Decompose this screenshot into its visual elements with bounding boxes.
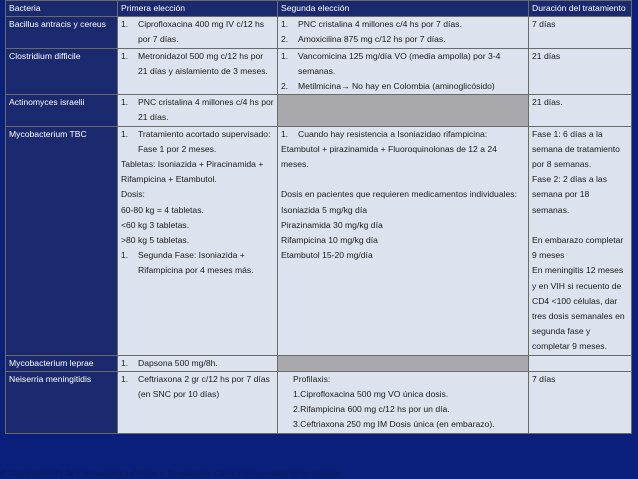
bacteria-cell: Clostridium difficile	[6, 48, 118, 95]
text-line: Isoniazida 5 mg/kg día	[281, 204, 367, 215]
list-item	[121, 127, 274, 157]
primera-cell	[118, 355, 278, 371]
header-row	[6, 1, 632, 17]
list-item	[121, 356, 274, 371]
list-text: Tratamiento acortado supervisado: Fase 1 por 2 meses.	[138, 128, 271, 154]
list-number: 1.	[121, 373, 129, 384]
segunda-cell	[278, 371, 529, 433]
list-item	[121, 372, 274, 402]
list-item	[121, 17, 274, 47]
list-text: Metilmicina→ No hay en Colombia (aminoglicósido)	[298, 81, 495, 92]
text-line: 1.Ciprofloxacina 500 mg VO única dosis.	[293, 389, 449, 400]
list-text: PNC cristalina 4 millones c/4 hs por 21 días.	[138, 97, 274, 123]
duracion-cell	[529, 17, 632, 48]
bacteria-cell: Mycobacterium leprae	[6, 355, 118, 371]
duracion-cell	[529, 126, 632, 355]
duracion-cell	[529, 95, 632, 126]
list-number: 1.	[121, 19, 129, 30]
duracion-cell	[529, 48, 632, 95]
list-item	[281, 17, 525, 32]
list-item	[121, 95, 274, 125]
list-item	[281, 49, 525, 79]
list-number: 1.	[281, 128, 289, 139]
table-row	[6, 95, 632, 126]
list-item	[121, 49, 274, 79]
list-item	[281, 32, 525, 47]
table-row	[6, 355, 632, 371]
primera-cell	[118, 95, 278, 126]
list-number: 1.	[121, 250, 129, 261]
list-text: Amoxicilina 875 mg c/12 hs por 7 días.	[298, 34, 446, 45]
text-line: Tabletas: Isoniazida + Piracinamida + Rifampicina + Etambutol.	[121, 159, 264, 185]
segunda-cell	[278, 126, 529, 355]
header-duracion: Duración del tratamiento	[529, 1, 632, 17]
list-number: 2.	[281, 81, 289, 92]
primera-cell	[118, 126, 278, 355]
list-number: 2.	[281, 34, 289, 45]
text-line: En embarazo completar 9 meses	[532, 235, 624, 261]
list-text: PNC cristalina 4 millones c/4 hs por 7 días.	[298, 19, 462, 30]
text-line: Profilaxis:	[293, 373, 331, 384]
primera-cell	[118, 371, 278, 433]
table-row	[6, 48, 632, 95]
list-text: Ceftriaxona 2 gr c/12 hs por 7 días (en SNC por 10 días)	[138, 373, 270, 400]
list-text: Cuando hay resistencia a Isoniazidao rifampicina:	[298, 128, 488, 139]
text-line: 21 días	[532, 50, 561, 61]
antibiotic-table	[5, 0, 632, 434]
list-item	[281, 127, 525, 142]
text-line: >80 kg 5 tabletas.	[121, 235, 190, 246]
list-text: Metronidazol 500 mg c/12 hs por 21 días y aislamiento de 3 meses.	[138, 50, 268, 76]
list-item	[281, 79, 525, 94]
text-line: En meningitis 12 meses y en VIH si recuento de CD4 <100 células, dar tres dosis semanales en segunda fase y completar 9 meses.	[532, 265, 625, 352]
list-text: Ciprofloxacina 400 mg IV c/12 hs por 7 días.	[138, 19, 265, 45]
header-primera: Primera elección	[118, 1, 278, 17]
footer-copyright: © Departamento de Farmacología Clínica y Terapéutica. Clínica Universidad de la Sabana	[0, 468, 341, 478]
text-line: <60 kg 3 tabletas.	[121, 219, 190, 230]
text-line: 3.Ceftriaxona 250 mg IM Dosis única (en embarazo).	[293, 419, 495, 430]
bacteria-cell: Neiserria meningitidis	[6, 371, 118, 433]
bacteria-cell: Mycobacterium TBC	[6, 126, 118, 355]
text-line: Dosis en pacientes que requieren medicamentos individuales:	[281, 189, 517, 200]
duracion-cell	[529, 355, 632, 371]
text-line	[281, 172, 525, 187]
list-number: 1.	[121, 50, 129, 61]
text-line: 7 días	[532, 373, 556, 384]
list-number: 1.	[121, 357, 129, 368]
list-number: 1.	[281, 19, 289, 30]
list-text: Dapsona 500 mg/8h.	[138, 357, 218, 368]
list-number: 1.	[121, 97, 129, 108]
bacteria-cell: Bacillus antracis y cereus	[6, 17, 118, 48]
text-line	[532, 218, 628, 233]
text-line: 2.Rifampicina 600 mg c/12 hs por un día.	[293, 404, 450, 415]
segunda-cell	[278, 95, 529, 126]
table-row	[6, 126, 632, 355]
table-row	[6, 17, 632, 48]
header-bacteria: Bacteria	[6, 1, 118, 17]
bacteria-cell: Actinomyces israelii	[6, 95, 118, 126]
text-line: Fase 1: 6 días a la semana de tratamiento por 8 semanas.	[532, 128, 620, 170]
list-number: 1.	[281, 50, 289, 61]
primera-cell	[118, 48, 278, 95]
text-line: Dosis:	[121, 189, 145, 200]
list-text: Segunda Fase: Isoniazida + Rifampicina por 4 meses más.	[138, 250, 254, 276]
table-row	[6, 371, 632, 433]
segunda-cell	[278, 355, 529, 371]
list-text: Vancomicina 125 mg/día VO (media ampolla) por 3-4 semanas.	[298, 50, 501, 76]
primera-cell	[118, 17, 278, 48]
text-line: Etambutol 15-20 mg/día	[281, 250, 373, 261]
duracion-cell	[529, 371, 632, 433]
text-line: Pirazinamida 30 mg/kg día	[281, 219, 383, 230]
text-line: Rifampicina 10 mg/kg día	[281, 235, 378, 246]
segunda-cell	[278, 17, 529, 48]
segunda-cell	[278, 48, 529, 95]
text-line: 60-80 kg = 4 tabletas.	[121, 204, 204, 215]
header-segunda: Segunda elección	[278, 1, 529, 17]
text-line: Etambutol + pirazinamida + Fluoroquinolonas de 12 a 24 meses.	[281, 143, 497, 170]
text-line: 7 días	[532, 19, 556, 30]
list-item	[121, 248, 274, 278]
text-line: Fase 2: 2 días a las semana por 18 semanas.	[532, 174, 607, 215]
text-line: 21 días.	[532, 97, 563, 108]
list-number: 1.	[121, 128, 129, 139]
